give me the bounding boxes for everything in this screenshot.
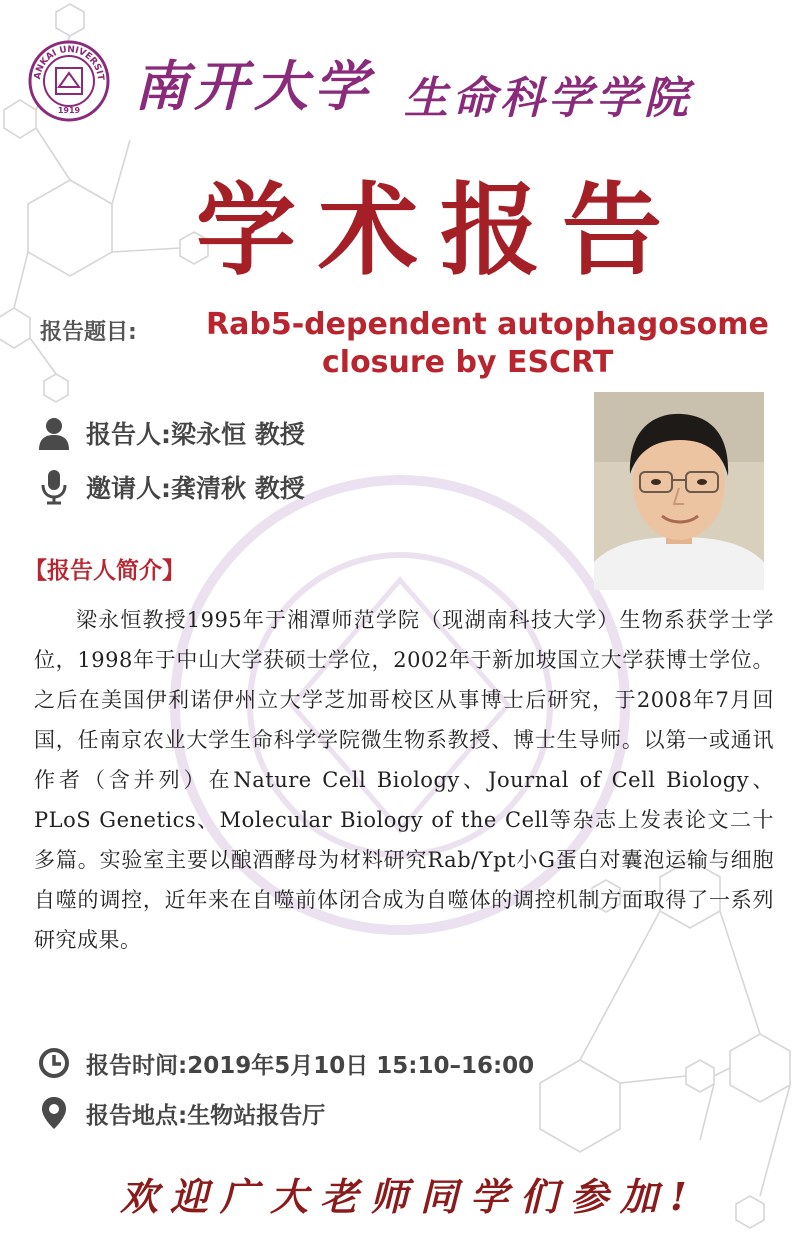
topic-title-line1: Rab5-dependent autophagosome [206,307,769,342]
inviter-name: 龚清秋 教授 [171,474,305,503]
time-label: 报告时间: [86,1052,188,1079]
time-value: 2019年5月10日 15:10–16:00 [187,1052,535,1079]
microphone-icon [36,468,72,506]
welcome-message: 欢迎广大老师同学们参加! [120,1174,699,1219]
venue-row [36,1094,325,1132]
speaker-label: 报告人: [86,420,171,449]
logo-arc-text: ANKAI UNIVERSIT [32,44,106,82]
venue-value: 生物站报告厅 [187,1102,326,1129]
university-logo [28,40,110,122]
clock-icon [36,1044,72,1082]
bio-heading: 【报告人简介】 [24,558,185,584]
page-title: 学术报告 [196,171,684,289]
topic-label: 报告题目: [40,320,137,345]
person-icon [36,414,72,452]
bio-paragraph: 梁永恒教授1995年于湘潭师范学院（现湖南科技大学）生物系获学士学位，1998年于中山大学获硕士学位，2002年于新加坡国立大学获博士学位。之后在美国伊利诺伊州立大学芝加哥校区从事博士后研究，于2008年7月回国，任南京农业大学生命科学学院微生物系教授、博士生导师。以第一或通讯作者（含并列）在Nature Cell Biology、Journal of Cell Biology、PLoS Genetics、Molecular Biology of the Cell等杂志上发表论文二十多篇。实验室主要以酿酒酵母为材料研究Rab/Ypt小G蛋白对囊泡运输与细胞自噬的调控，近年来在自噬前体闭合成为自噬体的调控机制方面取得了一系列研究成果。 [34,608,774,952]
speaker-photo [594,392,764,590]
venue-label: 报告地点: [86,1102,188,1129]
school-name: 生命科学学院 [404,73,692,124]
inviter-row [36,468,305,506]
topic-title-line2: closure by ESCRT [322,345,614,380]
university-name: 南开大学 [134,54,374,118]
time-row [36,1044,534,1082]
speaker-name: 梁永恒 教授 [171,420,305,449]
speaker-row [36,414,305,452]
inviter-label: 邀请人: [86,474,171,503]
location-pin-icon [36,1094,72,1132]
logo-year: 1919 [57,106,81,115]
